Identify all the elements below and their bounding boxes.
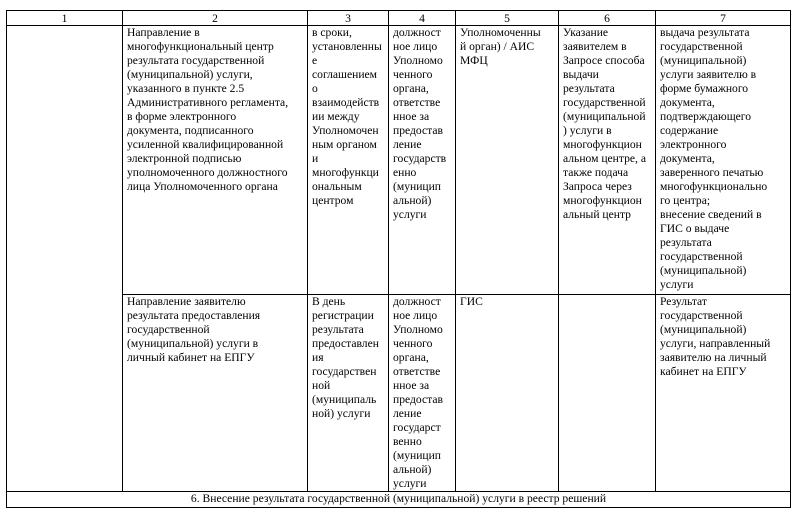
system-text: Уполномоченны й орган) / АИС МФЦ xyxy=(460,26,541,67)
responsible-text: должност ное лицо Уполномо ченного органа, ответстве нное за предостав ление государств енно (муницип альной) услуги xyxy=(393,26,447,221)
section-heading-row xyxy=(7,492,791,508)
deadline-cell xyxy=(308,26,389,295)
table-row xyxy=(7,295,791,492)
responsible-cell xyxy=(389,295,456,492)
action-cell xyxy=(123,295,308,492)
table-row xyxy=(7,26,791,295)
responsible-cell xyxy=(389,26,456,295)
column-number-5: 5 xyxy=(456,11,559,26)
criteria-text: Указание заявителем в Запросе способа выдачи результата государственной (муниципальной ) услуги в многофункцион альном центре, а также подача Запроса через многофункцион альный центр xyxy=(563,26,646,221)
responsible-text: должност ное лицо Уполномо ченного органа, ответстве нное за предостав ление государст венно (муницип альной) услуги xyxy=(393,295,443,490)
criteria-cell xyxy=(559,26,656,295)
result-text: выдача результата государственной (муниципальной) услуги заявителю в форме бумажного документа, подтверждающего содержание электронного документа, заверенного печатью многофункционально го центра; внесение сведений в ГИС о выдаче результата государственной (муниципальной) услуги xyxy=(660,26,768,291)
column-number-1: 1 xyxy=(7,11,123,26)
column-number-4: 4 xyxy=(389,11,456,26)
criteria-cell xyxy=(559,295,656,492)
deadline-text: В день регистрации результата предоставлен ия государствен ной (муниципаль ной) услуги xyxy=(312,295,379,420)
system-cell xyxy=(456,26,559,295)
deadline-text: в сроки, установленны е соглашением о взаимодейств ии между Уполномочен ным органом и многофункци ональным центром xyxy=(312,26,382,207)
column-number-6: 6 xyxy=(559,11,656,26)
deadline-cell xyxy=(308,295,389,492)
column-number-2: 2 xyxy=(123,11,308,26)
column-number-3: 3 xyxy=(308,11,389,26)
column-number-row xyxy=(7,11,791,26)
action-text: Направление заявителю результата предоставления государственной (муниципальной) услуги в личный кабинет на ЕПГУ xyxy=(127,295,261,364)
section-heading: 6. Внесение результата государственной (муниципальной) услуги в реестр решений xyxy=(7,492,791,508)
system-text: ГИС xyxy=(460,295,483,308)
result-cell xyxy=(656,295,791,492)
action-text: Направление в многофункциональный центр результата государственной (муниципальной) услуги, указанного в пункте 2.5 Административного регламента, в форме электронного документа, подписанного усиленной квалифицированной электронной подписью уполномоченного должностного лица Уполномоченного органа xyxy=(127,26,289,193)
column-number-7: 7 xyxy=(656,11,791,26)
action-cell xyxy=(123,26,308,295)
procedure-table xyxy=(6,10,791,508)
empty-basis-cell xyxy=(7,26,123,492)
result-text: Результат государственной (муниципальной) услуги, направленный заявителю на личный кабинет на ЕПГУ xyxy=(660,295,771,378)
system-cell xyxy=(456,295,559,492)
result-cell xyxy=(656,26,791,295)
